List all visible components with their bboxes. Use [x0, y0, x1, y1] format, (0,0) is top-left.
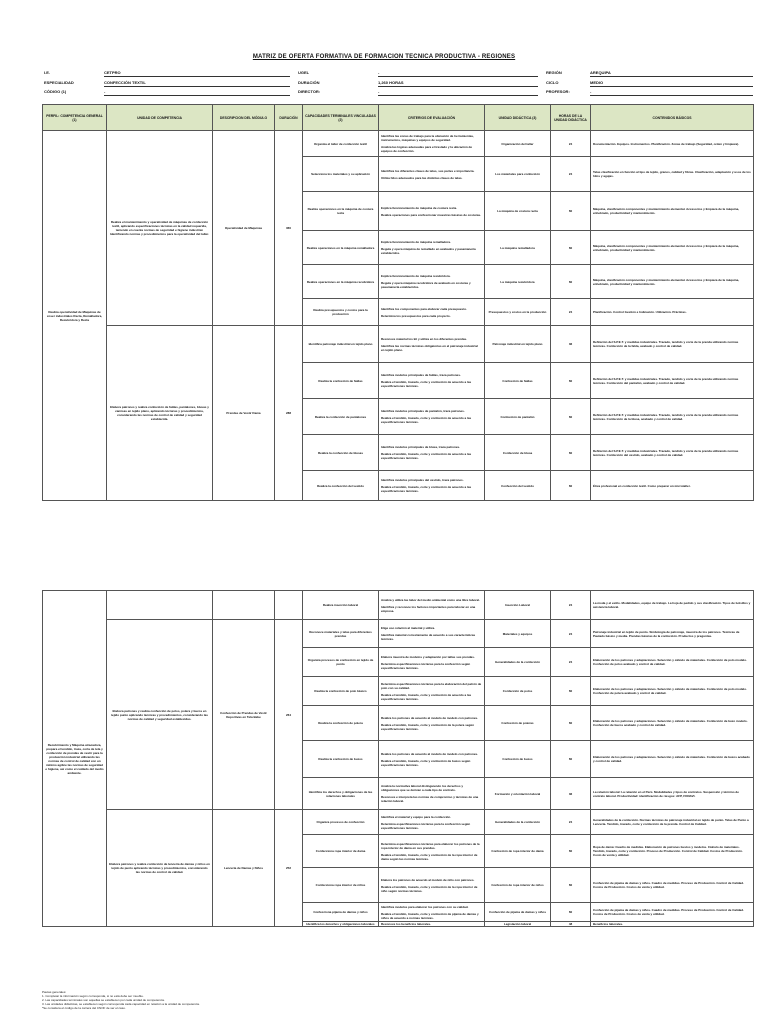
- horas-cell: 60: [551, 399, 591, 435]
- criterio-item: Determina especificaciones técnicas para la elaboración del patrón de polo con su calidad.: [381, 681, 482, 690]
- unidad-didactica-cell: Confección de buzos: [485, 741, 551, 778]
- capacidad-terminal-cell: Organiza procesos de confección en tejido de punto: [303, 648, 379, 677]
- footnote-line: 2. Las capacidades terminales son aquellas se establecen por cada unidad de competencia.: [42, 998, 165, 1002]
- unidad-didactica-cell: Los materiales para confección: [485, 157, 551, 192]
- unidad-competencia-cell: Elabora patrones y realiza confección de lencería de damas y niños en tejido de punto aplicando técnicas y procedimientos, considerando las normas de control de calidad.: [107, 810, 213, 927]
- contenidos-cell: Confección de pijama de damas y niños. Cuadro de medidas. Proceso de Producción. Control de Calidad. Costos de Producción. Costos de venta y utilidad.: [591, 868, 754, 903]
- capacidad-terminal-cell: Realiza la confección de blusas: [303, 435, 379, 471]
- duracion-cell: [275, 591, 303, 620]
- criterios-cell: [379, 648, 485, 677]
- header-value: -: [378, 70, 380, 75]
- criterios-cell: [379, 778, 485, 810]
- criterio-item: Realiza el tendido, trazado, corte y confección de acuerdo a las especificaciones técnicas.: [381, 692, 472, 701]
- horas-cell: 36: [551, 778, 591, 810]
- capacidad-terminal-cell: Organiza el taller de confección textil: [303, 131, 379, 157]
- capacidad-terminal-cell: Confecciona pijama de damas y niños: [303, 903, 379, 922]
- unidad-didactica-cell: Presupuestos y costos en la producción: [485, 299, 551, 326]
- unidad-didactica-cell: Patronaje industrial en tejido plano: [485, 326, 551, 363]
- footnote-line: 1. Completar la información según corresponda, si no está debe ser mueble.: [42, 994, 144, 998]
- capacidad-terminal-cell: Realiza operaciones en la máquina recubridora: [303, 265, 379, 299]
- criterio-item: Explica funcionamiento de máquina de costura recta.: [381, 205, 458, 210]
- contenidos-cell: Máquina, clasificación componentes y mantenimiento elemental. Accesorios y limpieza de la máquina, enhebrado, productividad y mantenimiento.: [591, 192, 754, 231]
- horas-cell: 24: [551, 299, 591, 326]
- contenidos-cell: Definición del S.P.E.T. y medidas industriales. Trazado, tendido y corte de la prenda utilizando normas técnicas. Confección del pantalón, acabado y control de calidad.: [591, 363, 754, 399]
- col-header: DESCRIPCION DEL MÓDULO: [213, 105, 275, 131]
- capacidad-terminal-cell: Identifica patronaje industrial en tejido plano: [303, 326, 379, 363]
- header-underline: [104, 95, 290, 96]
- criterios-cell: [379, 810, 485, 835]
- header-label: ESPECIALIDAD: [44, 80, 74, 85]
- footnote-line: Pautas generales:: [42, 990, 67, 994]
- unidad-didactica-cell: Confección de polos: [485, 677, 551, 706]
- capacidad-terminal-cell: Realiza la confección de polo básico: [303, 677, 379, 706]
- contenidos-cell: Definición del S.P.E.T. y medidas industriales. Trazado, tendido y corte de la prenda utilizando normas técnicas. Confección del vestido, acabado y control de calidad.: [591, 435, 754, 471]
- criterio-item: Determina los presupuestos para cada proyecto.: [381, 313, 451, 318]
- criterios-cell: [379, 265, 485, 299]
- header-label: DIRECTOR:: [298, 89, 321, 94]
- table-row: [43, 620, 754, 648]
- criterio-item: Realiza el tendido, trazado, corte y confección de pijama de damas y niños de acuerdo a normas técnicas.: [381, 911, 479, 920]
- criterios-cell: [379, 231, 485, 265]
- criterio-item: Identifica modelos para elaborar los patrones con su calidad.: [381, 904, 469, 909]
- horas-cell: 60: [551, 435, 591, 471]
- criterio-item: Realiza el tendido, trazado, corte y confección de buzos según especificaciones técnicas.: [381, 758, 471, 767]
- unidad-competencia-cell: [107, 591, 213, 620]
- header-value: CETPRO: [104, 70, 121, 75]
- horas-cell: 60: [551, 265, 591, 299]
- capacidad-terminal-cell: Realiza operaciones en la máquina de costura recta: [303, 192, 379, 231]
- unidad-didactica-cell: Inserción Laboral: [485, 591, 551, 620]
- criterio-item: Realiza el tendido, trazado, corte y confección de la ropa interior de niño según normas técnicas.: [381, 884, 478, 893]
- duracion-cell: 288: [275, 326, 303, 501]
- unidad-competencia-cell: Realiza el mantenimiento y operatividad de máquinas de confección textil, aplicando especificaciones técnicas en la calidad requerida, teniendo en cuenta normas de seguridad e higiene industrial. Identificando normas y procedimientos para la operatividad del taller.: [107, 131, 213, 326]
- header-underline: [104, 86, 290, 87]
- contenidos-cell: Elaboración de los patrones y adaptaciones. Selección y cálculo de materiales. Confección de polo modelo. Confección de polera acabado y control de calidad.: [591, 677, 754, 706]
- horas-cell: 24: [551, 648, 591, 677]
- criterios-cell: [379, 835, 485, 868]
- criterio-item: Identifica las zonas de trabajo para la ubicación de herramientas, instrumentos, máquinas y equipos de seguridad.: [381, 134, 474, 142]
- horas-cell: 60: [551, 192, 591, 231]
- col-header: HORAS DE LA UNIDAD DIDÁCTICA: [551, 105, 591, 131]
- contenidos-cell: Documentación. Equipos. Instrumentos. Planificación. Zonas de trabajo (Seguridad, orden y limpieza).: [591, 131, 754, 157]
- col-header: DURACIÓN: [275, 105, 303, 131]
- table-row: [43, 591, 754, 620]
- criterios-cell: [379, 706, 485, 741]
- contenidos-cell: Confección de pijama de damas y niños. Cuadro de medidas. Proceso de Producción. Control de Calidad. Costos de Producción. Costos de venta y utilidad.: [591, 903, 754, 922]
- modulo-cell: Operatividad de Máquinas: [213, 131, 275, 326]
- capacidad-terminal-cell: Identifica los derechos y obligaciones de las relaciones laborales: [303, 778, 379, 810]
- header-value: MEDIO: [590, 80, 604, 85]
- contenidos-cell: Elaboración de los patrones y adaptaciones. Selección y cálculo de materiales. Confección de buzos acabado y control de calidad.: [591, 741, 754, 778]
- unidad-didactica-cell: La máquina recubridora: [485, 265, 551, 299]
- capacidad-terminal-cell: Realiza la confección de polera: [303, 706, 379, 741]
- capacidad-terminal-cell: Organiza procesos de confección: [303, 810, 379, 835]
- page-title: MATRIZ DE OFERTA FORMATIVA DE FORMACION TECNICA PRODUCTIVA - REGIONES: [252, 54, 516, 60]
- header-value: AREQUIPA: [590, 70, 611, 75]
- contenidos-cell: Definición del S.P.E.T. y medidas industriales. Trazado, tendido y corte de la prenda utilizando normas técnicas. Confección de la falda, acabado y control de calidad.: [591, 326, 754, 363]
- header-value: 1,260 HORAS: [378, 80, 404, 85]
- criterio-item: Analiza las lógicas adecuadas para el traslado y la ubicación de equipos de confección.: [381, 145, 473, 153]
- criterios-cell: [379, 399, 485, 435]
- criterio-item: Reconoce e interpreta las normas de compromiso y técnicas de una relación laboral.: [381, 795, 479, 803]
- footnotes: [42, 990, 542, 1010]
- unidad-didactica-cell: Confección de ropa interior de niños: [485, 868, 551, 903]
- unidad-didactica-cell: Organización del taller: [485, 131, 551, 157]
- capacidad-terminal-cell: Realiza la confección de faldas: [303, 363, 379, 399]
- modulo-cell: [213, 591, 275, 620]
- criterio-item: Elabora muestra de modelos y adaptación por tallas sus prendas.: [381, 654, 475, 659]
- horas-cell: 60: [551, 363, 591, 399]
- capacidad-terminal-cell: Selecciona los materiales y su aplicación: [303, 157, 379, 192]
- header-label: I.E.: [44, 70, 51, 75]
- competencia-general-cell: Recubrimiento y Máquina atracadora, prepara el tendido, traza, corta de tela y confección de prendas de vestir para la producción industrial utilizando las normas de control de calidad con un mínimo agilice las normas de seguridad e higiene, así como el cuidado del medio ambiente.: [43, 591, 107, 927]
- contenidos-cell: Máquina, clasificación componentes y mantenimiento elemental. Accesorios y limpieza de la máquina, enhebrado, productividad y mantenimiento.: [591, 265, 754, 299]
- criterio-item: Realiza el tendido, trazado, corte y confección de acuerdo a las especificaciones técnicas.: [381, 452, 472, 460]
- capacidad-terminal-cell: Realiza la confección de pantalones: [303, 399, 379, 435]
- criterios-cell: [379, 620, 485, 648]
- criterio-item: Elige uso relación al material y utiliza.: [381, 626, 436, 630]
- table-row: [43, 131, 754, 157]
- header-value: -: [590, 89, 592, 94]
- horas-cell: 60: [551, 868, 591, 903]
- horas-cell: 60: [551, 471, 591, 501]
- duracion-cell: 264: [275, 620, 303, 810]
- contenidos-cell: Elaboración de los patrones y adaptaciones. Selección y cálculo de materiales. Confección de polo modelo. Confección de polos acabado y control de calidad.: [591, 648, 754, 677]
- header-underline: [590, 86, 753, 87]
- horas-cell: 24: [551, 810, 591, 835]
- unidad-didactica-cell: La máquina remalladora: [485, 231, 551, 265]
- table-row: [43, 810, 754, 835]
- horas-cell: 48: [551, 922, 591, 927]
- header-underline: [590, 76, 753, 77]
- criterios-cell: [379, 192, 485, 231]
- horas-cell: 60: [551, 741, 591, 778]
- capacidad-terminal-cell: Identifica los derechos y obligaciones laborales: [303, 922, 379, 927]
- footnote-line: 3. Las unidades didácticas, se establecen según corresponda cada capacidad en relación a la unidad de competencia.: [42, 1002, 200, 1006]
- unidad-didactica-cell: Confección de poleras: [485, 706, 551, 741]
- col-header: CAPACIDADES TERMINALES VINCULADAS (2): [303, 105, 379, 131]
- criterio-item: Realiza los patrones de acuerdo al modelo de modelo con patrones.: [381, 751, 479, 756]
- criterios-cell: [379, 677, 485, 706]
- criterio-item: Identifica modelos principales de pantalón, traza patrones.: [381, 409, 465, 413]
- header-underline: [104, 76, 290, 77]
- col-header: PERFIL: COMPETENCIA GENERAL (1): [43, 105, 107, 131]
- criterio-item: Realiza el tendido, trazado, corte y confección de la polera según especificaciones técnicas.: [381, 722, 475, 731]
- header-label: CÓDIGO (1): [44, 89, 67, 94]
- unidad-competencia-cell: Elabora patrones y realiza confección de faldas, pantalones, blusas y camisas en tejido plano, aplicando técnicas y procedimientos, considerando las normas de control de calidad y seguridad establecida.: [107, 326, 213, 501]
- unidad-didactica-cell: Legislación laboral: [485, 922, 551, 927]
- horas-cell: 60: [551, 706, 591, 741]
- criterio-item: Analiza y utiliza las labor del medio ambiental como una libre laboral.: [381, 597, 480, 602]
- criterios-cell: [379, 435, 485, 471]
- criterio-item: Identifica modelos principales del vestido, traza patrones.: [381, 478, 464, 482]
- unidad-didactica-cell: Confección de faldas: [485, 363, 551, 399]
- criterio-item: Realiza operaciones para confeccionar muestras básicas de costuras.: [381, 212, 482, 217]
- header-underline: [590, 95, 753, 96]
- matrix-table-page-1: [42, 104, 754, 501]
- criterio-item: Realiza los patrones de acuerdo al modelo de modelo con patrones.: [381, 715, 479, 720]
- duracion-cell: 252: [275, 810, 303, 927]
- header-value: -: [378, 89, 380, 94]
- horas-cell: 60: [551, 231, 591, 265]
- modulo-cell: Confección de Prendas de Vestir Deportivas en Tela Bebe: [213, 620, 275, 810]
- unidad-didactica-cell: Generalidades de la confección: [485, 648, 551, 677]
- contenidos-cell: Beneficios laborales.: [591, 922, 754, 927]
- horas-cell: 60: [551, 903, 591, 922]
- criterios-cell: [379, 131, 485, 157]
- horas-cell: 24: [551, 157, 591, 192]
- header-label: CICLO: [546, 80, 559, 85]
- horas-cell: 60: [551, 677, 591, 706]
- contenidos-cell: Elaboración de los patrones y adaptaciones. Selección y cálculo de materiales. Confección de buzo modelo. Confección de buzos acabado y control de calidad.: [591, 706, 754, 741]
- header-label: DURACIÓN: [298, 80, 320, 85]
- header-underline: [378, 86, 538, 87]
- modulo-cell: Prendas de Vestir Dama: [213, 326, 275, 501]
- unidad-didactica-cell: Confección de blusa: [485, 435, 551, 471]
- unidad-didactica-cell: Materiales y equipos: [485, 620, 551, 648]
- header-label: REGIÓN: [546, 70, 562, 75]
- criterio-item: Determina especificaciones técnicas para la confección según especificaciones técnicas.: [381, 661, 471, 670]
- criterios-cell: [379, 741, 485, 778]
- criterios-cell: [379, 471, 485, 501]
- capacidad-terminal-cell: Realiza la confección de buzos: [303, 741, 379, 778]
- horas-cell: 24: [551, 591, 591, 620]
- contenidos-cell: Máquina, clasificación componentes y mantenimiento elemental. Accesorios y limpieza de la máquina, enhebrado, productividad y mantenimiento.: [591, 231, 754, 265]
- criterio-item: Identifica y reconoce los factores importantes para laborar en una empresa.: [381, 604, 476, 613]
- criterio-item: Identifica las normas técnicas obligatorias en el patronaje industrial en tejido plano.: [381, 343, 478, 352]
- horas-cell: 60: [551, 835, 591, 868]
- contenidos-cell: La relación laboral: La relación en el Perú. Modalidades y tipos de contratos. Suspensión y término de contrato laboral. Productividad: identificación de riesgos: AFP, FONAVI.: [591, 778, 754, 810]
- contenidos-cell: Ropa de dama: Cuadro de medidas. Elaboración de patrones bustos y modelos. Cálculo de materiales. Tendido, trazado, corte y confección. Proceso de Producción. Control de Calidad. Costos de Producción. Costo de venta y utilidad.: [591, 835, 754, 868]
- capacidad-terminal-cell: Realiza la confección del vestido: [303, 471, 379, 501]
- col-header: CRITERIOS DE EVALUACIÓN: [379, 105, 485, 131]
- unidad-competencia-cell: Elabora patrones y realiza confección de polos, polera y buzos en tejido punto aplicando técnicas y procedimientos, considerando las normas de calidad y seguridad establecidas.: [107, 620, 213, 810]
- table-row: [43, 326, 754, 363]
- criterio-item: Realiza el tendido, trazado, corte y confección de la ropa interior de dama según las normas técnicas.: [381, 852, 478, 861]
- criterio-item: Realiza el tendido, trazado, corte y confección de acuerdo a las especificaciones técnicas.: [381, 416, 472, 424]
- criterios-cell: [379, 922, 485, 927]
- footnote-line: *Se considera el código de la carrera del CNOF de ser el caso.: [42, 1006, 126, 1010]
- header-underline: [378, 76, 538, 77]
- criterios-cell: [379, 591, 485, 620]
- capacidad-terminal-cell: Realiza presupuestos y costos para la producción: [303, 299, 379, 326]
- criterio-item: Determina especificaciones técnicas para elaborar los patrones de la ropa interior de dama en sus prendas.: [381, 841, 480, 850]
- criterios-cell: [379, 326, 485, 363]
- header-value: CONFECCIÓN TEXTIL: [104, 80, 146, 85]
- header-underline: [378, 95, 538, 96]
- criterio-item: Explica funcionamiento de máquina recubridora.: [381, 274, 451, 278]
- unidad-didactica-cell: Confección de pantalón: [485, 399, 551, 435]
- criterio-item: Identifica el material y equipo para la confección.: [381, 814, 452, 819]
- criterios-cell: [379, 299, 485, 326]
- contenidos-cell: Generalidades de la confección. Normas técnicas de patronaje industrial en tejido de punto. Telas de Punto a Lencería. Tendido, trazado, corte y confección de la prenda. Control de Calidad.: [591, 810, 754, 835]
- criterio-item: Elabora los patrones de acuerdo al modelo de niño con patrones.: [381, 877, 475, 882]
- criterios-cell: [379, 157, 485, 192]
- modulo-cell: Lencería de Damas y Niños: [213, 810, 275, 927]
- duracion-cell: 360: [275, 131, 303, 326]
- horas-cell: 24: [551, 131, 591, 157]
- col-header: CONTENIDOS BÁSICOS: [591, 105, 754, 131]
- criterios-cell: [379, 363, 485, 399]
- criterios-cell: [379, 903, 485, 922]
- header-label: UGEL: [298, 70, 310, 75]
- criterio-item: Analiza la normativa laboral distinguiendo los derechos y obligaciones que se derivan a cada tipo de contrato.: [381, 784, 464, 792]
- header-row: [43, 105, 754, 131]
- unidad-didactica-cell: Formación y orientación laboral: [485, 778, 551, 810]
- criterio-item: Utiliza hilos adecuados para las distintas clases de telas.: [381, 175, 463, 180]
- criterio-item: Regula y opera máquina recubridora de acabado en costuras y pasamanería establecidos.: [381, 281, 471, 289]
- unidad-didactica-cell: La máquina de costura recta: [485, 192, 551, 231]
- criterios-cell: [379, 868, 485, 903]
- criterio-item: Realiza el tendido, trazado, corte y confección de acuerdo a las especificaciones técnicas.: [381, 380, 472, 388]
- header-label: PROFESOR:: [546, 89, 570, 94]
- criterio-item: Identifica los diferentes clases de telas, sus partes e importancia.: [381, 168, 475, 173]
- criterio-item: Reconoce material los kit y utiliza en los diferentes prendas.: [381, 336, 468, 341]
- criterio-item: Determina especificaciones técnicas para la confección según especificaciones técnicas.: [381, 821, 471, 830]
- contenidos-cell: Definición del S.P.E.T. y medidas industriales. Trazado, tendido y corte de la prenda utilizando normas técnicas. Confección de la blusa, acabado y control de calidad.: [591, 399, 754, 435]
- criterio-item: Identifica material correctamente de acuerdo a sus características técnicas.: [381, 633, 476, 641]
- contenidos-cell: La moda y el estilo. Modalidades, equipo de trabajo. La hoja de pedido y sus clasificación. Tipos de bolsillos y asistencia laboral.: [591, 591, 754, 620]
- unidad-didactica-cell: Confección de ropa interior de dama: [485, 835, 551, 868]
- capacidad-terminal-cell: Realiza inserción laboral: [303, 591, 379, 620]
- capacidad-terminal-cell: Confecciona ropa interior de dama: [303, 835, 379, 868]
- horas-cell: 24: [551, 620, 591, 648]
- contenidos-cell: Telas clasificación en función al tipo de tejido, granos, calidad y fibras. Clasificación, adaptación y usos de los hilos y agujas.: [591, 157, 754, 192]
- criterio-item: Explica funcionamiento de máquina remalladora.: [381, 240, 451, 244]
- matrix-table-page-2: [42, 590, 754, 927]
- col-header: UNIDAD DIDÁCTICA (3): [485, 105, 551, 131]
- contenidos-cell: Planificación. Control Gestión e Indicación. Utilización. Prácticas.: [591, 299, 754, 326]
- unidad-didactica-cell: Confección de pijama de damas y niños: [485, 903, 551, 922]
- capacidad-terminal-cell: Realiza operaciones en la máquina remalladora: [303, 231, 379, 265]
- criterio-item: Reconoce los beneficios laborales.: [381, 922, 432, 926]
- criterio-item: Realiza el tendido, trazado, corte y confección de acuerdo a las especificaciones técnicas.: [381, 485, 472, 493]
- criterio-item: Identifica los componentes para elaborar cada presupuesto.: [381, 306, 467, 311]
- header-value: -: [104, 89, 106, 94]
- criterio-item: Identifica modelos principales de blusa, traza patrones.: [381, 445, 461, 449]
- unidad-didactica-cell: Generalidades de la confección: [485, 810, 551, 835]
- competencia-general-cell: Realiza operatividad de Máquinas de coser industriales Recta, Remalladora, Recubridora y Recta: [43, 131, 107, 501]
- criterio-item: Identifica modelos principales de faldas, traza patrones.: [381, 373, 461, 377]
- col-header: UNIDAD DE COMPETENCIA: [107, 105, 213, 131]
- contenidos-cell: Patronaje industrial en tejido de punto. Simbología de patronaje, muestra de los patrones. Técnicas de Pautado básico y media. Prendas básicas de la confección. Productos y preguntas.: [591, 620, 754, 648]
- contenidos-cell: Ética profesional en confección textil. Como preparar un microtaller.: [591, 471, 754, 501]
- criterio-item: Regula y opera máquina de remallado en acabados y pasamanería establecidos.: [381, 247, 476, 255]
- capacidad-terminal-cell: Confecciona ropa interior de niños: [303, 868, 379, 903]
- horas-cell: 36: [551, 326, 591, 363]
- capacidad-terminal-cell: Reconoce materiales y telas para diferentes prendas: [303, 620, 379, 648]
- unidad-didactica-cell: Confección del vestido: [485, 471, 551, 501]
